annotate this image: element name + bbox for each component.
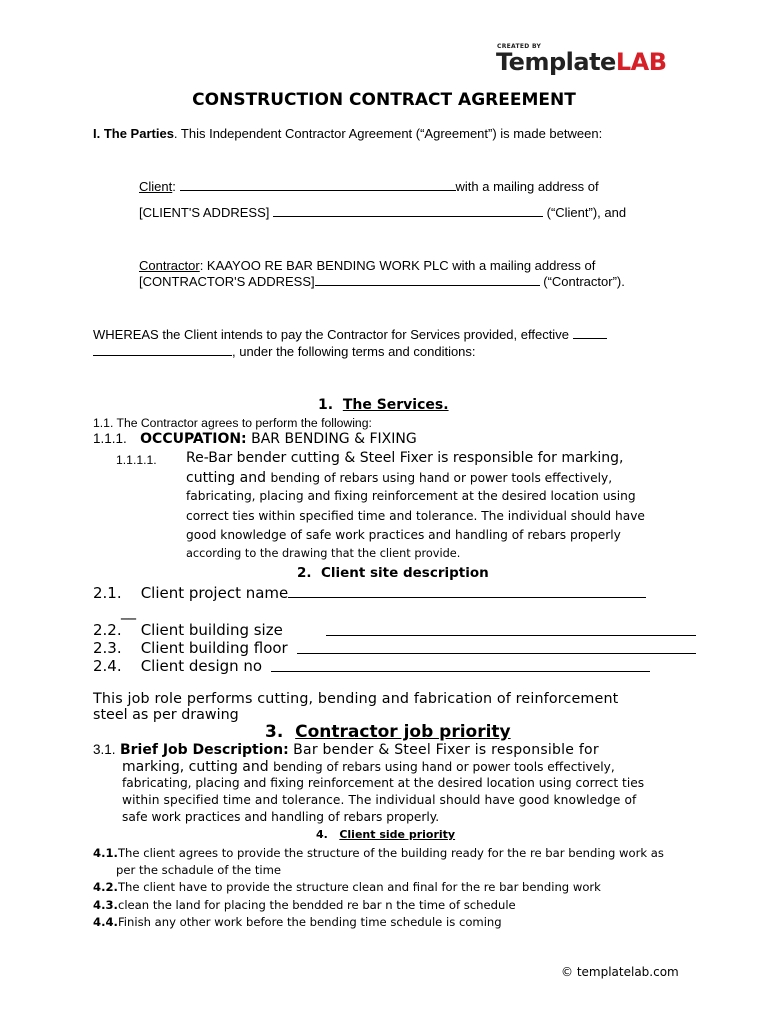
- contractor-address-label: [CONTRACTOR'S ADDRESS]: [139, 274, 315, 289]
- item-4-2-text: The client have to provide the structure clean and final for the re bar bending work: [117, 880, 601, 894]
- job-role-line-1: This job role performs cutting, bending and fabrication of reinforcement: [93, 691, 619, 707]
- item-1-1-1-1-line-6: according to the drawing that the client provide.: [186, 547, 461, 560]
- contractor-label: Contractor: [139, 258, 200, 273]
- item-1-1-1-1-line-2b: bending of rebars using hand or power tools effectively,: [270, 471, 613, 485]
- item-2-3: [93, 639, 288, 657]
- client-address-label: [CLIENT'S ADDRESS]: [139, 205, 270, 220]
- item-1-1-1-1-line-5: good knowledge of safe work practices and handling of rebars properly: [186, 528, 621, 542]
- logo-created-by: CREATED BY: [497, 43, 542, 50]
- item-1-1-1-number: 1.1.1.: [93, 431, 127, 446]
- item-4-4: [93, 915, 502, 929]
- item-4-3: [93, 898, 516, 912]
- item-3-1-line-4: within specified time and tolerance. The individual should have good knowledge of: [122, 793, 637, 807]
- section-4-heading: [316, 828, 455, 841]
- brief-job-label: Brief Job Description:: [119, 742, 289, 758]
- item-4-3-number: 4.3.: [93, 898, 118, 912]
- contractor-address-line: [139, 274, 625, 289]
- contractor-line: [139, 258, 595, 273]
- templatelab-logo: [496, 48, 667, 76]
- parties-intro-text: . This Independent Contractor Agreement (“Agreement”) is made between:: [173, 126, 603, 141]
- logo-template-text: Template: [496, 48, 616, 76]
- item-2-1-number: 2.1.: [93, 584, 122, 602]
- section-2-number: 2.: [297, 565, 312, 581]
- client-mailing-text: with a mailing address of: [455, 179, 599, 194]
- item-1-1-1-1-line-2: [186, 469, 612, 487]
- item-4-1-number: 4.1.: [93, 846, 118, 860]
- item-4-4-text: Finish any other work before the bending time schedule is coming: [117, 915, 502, 929]
- item-2-1-trailing: __: [121, 602, 136, 620]
- section-2-title: Client site description: [320, 565, 489, 581]
- job-role-line-2: steel as per drawing: [93, 707, 239, 723]
- footer-copyright: © templatelab.com: [561, 965, 679, 979]
- section-3-number: 3.: [265, 722, 284, 742]
- whereas-line-2: [93, 344, 476, 359]
- effective-date-blank-2[interactable]: [93, 344, 232, 356]
- section-4-title: Client side priority: [339, 828, 456, 841]
- design-no-blank[interactable]: [271, 658, 650, 672]
- project-name-blank[interactable]: [288, 586, 646, 598]
- item-2-4-number: 2.4.: [93, 657, 122, 675]
- section-1-heading: [318, 397, 449, 413]
- item-4-4-number: 4.4.: [93, 915, 118, 929]
- item-1-1-1-1-line-1: Re-Bar bender cutting & Steel Fixer is responsible for marking,: [186, 450, 624, 466]
- item-2-1: [93, 584, 646, 602]
- client-address-line: [139, 205, 626, 220]
- item-1-1-1-1-line-4: correct ties within specified time and tolerance. The individual should have: [186, 509, 645, 523]
- item-2-4: [93, 657, 262, 675]
- item-1-1-1-1-line-3: fabricating, placing and fixing reinforcement at the desired location using: [186, 489, 636, 503]
- document-title: CONSTRUCTION CONTRACT AGREEMENT: [192, 90, 576, 110]
- item-2-1-label: Client project name: [140, 584, 289, 602]
- section-1-title: The Services.: [342, 397, 449, 413]
- client-colon: :: [172, 179, 176, 194]
- whereas-text-1: WHEREAS the Client intends to pay the Contractor for Services provided, effective: [93, 327, 569, 342]
- section-2-heading: [297, 565, 489, 581]
- contractor-text: : KAAYOO RE BAR BENDING WORK PLC with a mailing address of: [199, 258, 596, 273]
- section-4-number: 4.: [316, 828, 328, 841]
- item-3-1-line-1: [93, 741, 599, 759]
- section-3-title: Contractor job priority: [295, 722, 511, 742]
- whereas-text-2: , under the following terms and conditions:: [232, 344, 476, 359]
- effective-date-blank-1[interactable]: [573, 327, 607, 339]
- client-label: Client: [139, 179, 173, 194]
- item-4-2: [93, 880, 601, 894]
- item-3-1-line-3: fabricating, placing and fixing reinforcement at the desired location using correct ties: [122, 776, 645, 790]
- item-2-3-number: 2.3.: [93, 639, 122, 657]
- item-1-1-1-1-number: 1.1.1.1.: [116, 453, 157, 467]
- item-3-1-text-2b: bending of rebars using hand or power tools effectively,: [273, 760, 615, 774]
- item-3-1-line-2: [122, 758, 615, 776]
- contractor-address-blank[interactable]: [315, 274, 540, 286]
- section-1-number: 1.: [318, 397, 334, 413]
- building-size-blank[interactable]: [326, 622, 696, 636]
- occupation-label: OCCUPATION:: [140, 431, 247, 447]
- parties-heading: I. The Parties: [93, 126, 174, 141]
- item-2-2-label: Client building size: [140, 621, 283, 639]
- item-2-2: [93, 621, 283, 639]
- building-floor-blank[interactable]: [297, 640, 696, 654]
- item-3-1-line-5: safe work practices and handling of rebars properly.: [122, 810, 440, 824]
- item-2-4-label: Client design no: [140, 657, 263, 675]
- client-address-blank[interactable]: [273, 205, 543, 217]
- item-2-2-number: 2.2.: [93, 621, 122, 639]
- item-4-1: [93, 846, 664, 860]
- item-3-1-text-2a: marking, cutting and: [122, 759, 269, 775]
- item-4-3-text: clean the land for placing the bendded re bar n the time of schedule: [117, 898, 516, 912]
- item-3-1-text-1: Bar bender & Steel Fixer is responsible for: [293, 742, 599, 758]
- item-4-2-number: 4.2.: [93, 880, 118, 894]
- client-line: [139, 179, 599, 194]
- logo-lab-text: LAB: [615, 48, 667, 76]
- item-4-1-text: The client agrees to provide the structure of the building ready for the re bar bending work as: [117, 846, 664, 860]
- section-3-heading: [265, 722, 511, 742]
- item-2-3-label: Client building floor: [140, 639, 288, 657]
- occupation-value: BAR BENDING & FIXING: [251, 431, 417, 447]
- client-suffix: (“Client”), and: [546, 205, 627, 220]
- contractor-suffix: (“Contractor”).: [543, 274, 625, 289]
- item-4-1-text-continued: per the schadule of the time: [116, 863, 282, 877]
- item-1-1-1: [93, 431, 417, 447]
- item-3-1-number: 3.1.: [93, 742, 116, 757]
- parties-intro: [93, 126, 602, 141]
- client-name-blank[interactable]: [180, 179, 456, 191]
- whereas-line-1: [93, 327, 607, 342]
- item-1-1: 1.1. The Contractor agrees to perform the following:: [93, 416, 372, 430]
- item-1-1-1-1-line-2a: cutting and: [186, 470, 266, 486]
